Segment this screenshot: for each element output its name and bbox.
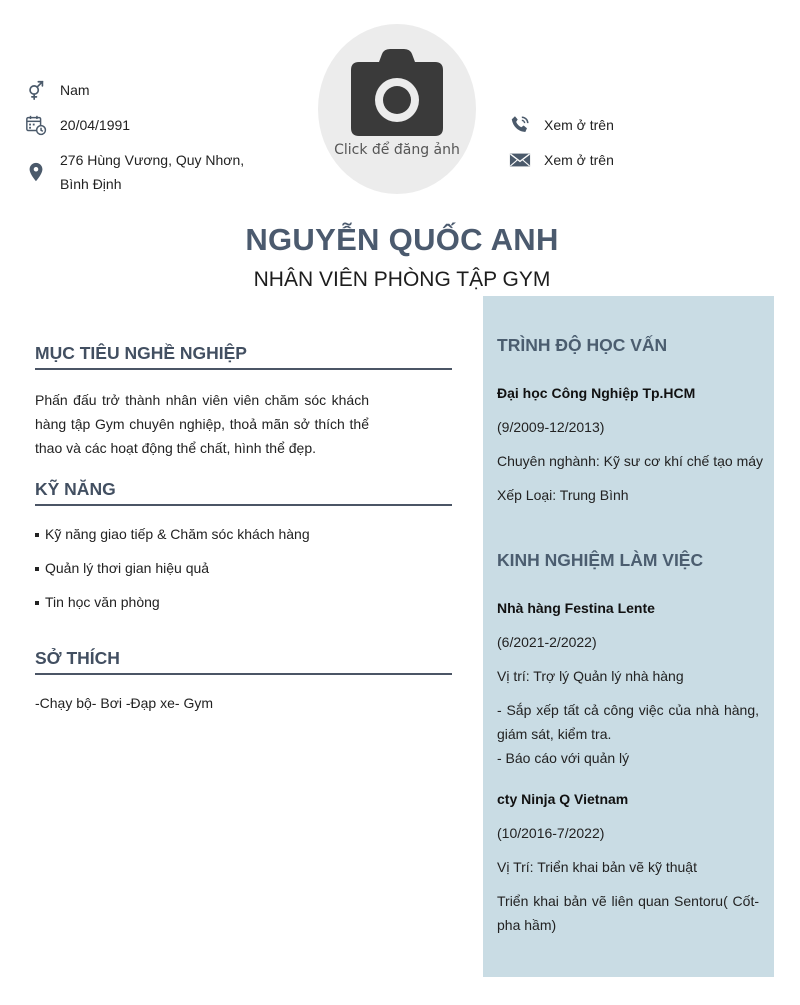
- bullet-icon: [35, 601, 39, 605]
- education-title: TRÌNH ĐỘ HỌC VẤN: [497, 335, 668, 355]
- job-1-period: (6/2021-2/2022): [497, 634, 597, 650]
- birthday-row: [25, 113, 275, 137]
- education-major: Chuyên nghành: Kỹ sư cơ khí chế tạo máy: [497, 453, 764, 469]
- job-2-period: (10/2016-7/2022): [497, 825, 605, 841]
- avatar-upload[interactable]: [318, 24, 476, 194]
- bullet-icon: [35, 533, 39, 537]
- upload-label: Click để đăng ảnh: [334, 142, 460, 158]
- phone-row: [509, 113, 709, 137]
- job-title: NHÂN VIÊN PHÒNG TẬP GYM: [253, 268, 551, 291]
- job-1-position: Vị trí: Trợ lý Quản lý nhà hàng: [497, 668, 684, 684]
- education-period: (9/2009-12/2013): [497, 419, 605, 435]
- job-2-company: cty Ninja Q Vietnam: [497, 791, 629, 807]
- calendar-clock-icon: [25, 114, 47, 136]
- skill-item-text: Kỹ năng giao tiếp & Chăm sóc khách hàng: [45, 526, 310, 542]
- email-value: Xem ở trên: [544, 152, 614, 168]
- job-1-duty: - Báo cáo với quản lý: [497, 750, 630, 766]
- skill-item-text: Tin học văn phòng: [45, 594, 160, 610]
- phone-icon: [509, 114, 531, 136]
- gender-icon: [25, 79, 47, 101]
- job-2-position: Vị Trí: Triển khai bản vẽ kỹ thuật: [497, 859, 697, 875]
- education-grade: Xếp Loại: Trung Bình: [497, 487, 629, 503]
- experience-title: KINH NGHIỆM LÀM VIỆC: [497, 550, 704, 570]
- hobbies-text: -Chạy bộ- Bơi -Đạp xe- Gym: [35, 695, 214, 711]
- skill-item: [35, 524, 310, 544]
- gender-value: Nam: [60, 82, 90, 98]
- location-pin-icon: [25, 161, 47, 183]
- skill-item-text: Quản lý thơi gian hiệu quả: [45, 560, 210, 576]
- birthday-value: 20/04/1991: [60, 117, 131, 133]
- job-1-company: Nhà hàng Festina Lente: [497, 600, 655, 616]
- candidate-name: NGUYỄN QUỐC ANH: [245, 222, 559, 257]
- phone-value: Xem ở trên: [544, 117, 614, 133]
- address-value: 276 Hùng Vương, Quy Nhơn, Bình Định: [60, 152, 245, 192]
- hobbies-divider: [35, 673, 452, 675]
- skill-item: [35, 592, 160, 612]
- objective-title: MỤC TIÊU NGHỀ NGHIỆP: [35, 343, 247, 363]
- envelope-icon: [509, 149, 531, 171]
- objective-text: Phấn đấu trở thành nhân viên viên chăm sóc khách hàng tập Gym chuyên nghiệp, thoả mãn sở thích thể thao và các hoạt động thể chất, hình thể đẹp.: [35, 392, 369, 456]
- job-2-duty: Triển khai bản vẽ liên quan Sentoru( Cốt-pha hầm): [497, 893, 759, 933]
- skill-item: [35, 558, 209, 578]
- hobbies-title: SỞ THÍCH: [35, 648, 120, 668]
- bullet-icon: [35, 567, 39, 571]
- gender-row: [25, 78, 275, 102]
- objective-divider: [35, 368, 452, 370]
- skills-title: KỸ NĂNG: [35, 479, 116, 499]
- email-row: [509, 148, 709, 172]
- address-row: [25, 148, 285, 196]
- job-1-duty: - Sắp xếp tất cả công việc của nhà hàng, giám sát, kiểm tra.: [497, 702, 759, 742]
- skills-divider: [35, 504, 452, 506]
- camera-icon: [349, 48, 445, 138]
- education-school: Đại học Công Nghiệp Tp.HCM: [497, 385, 696, 401]
